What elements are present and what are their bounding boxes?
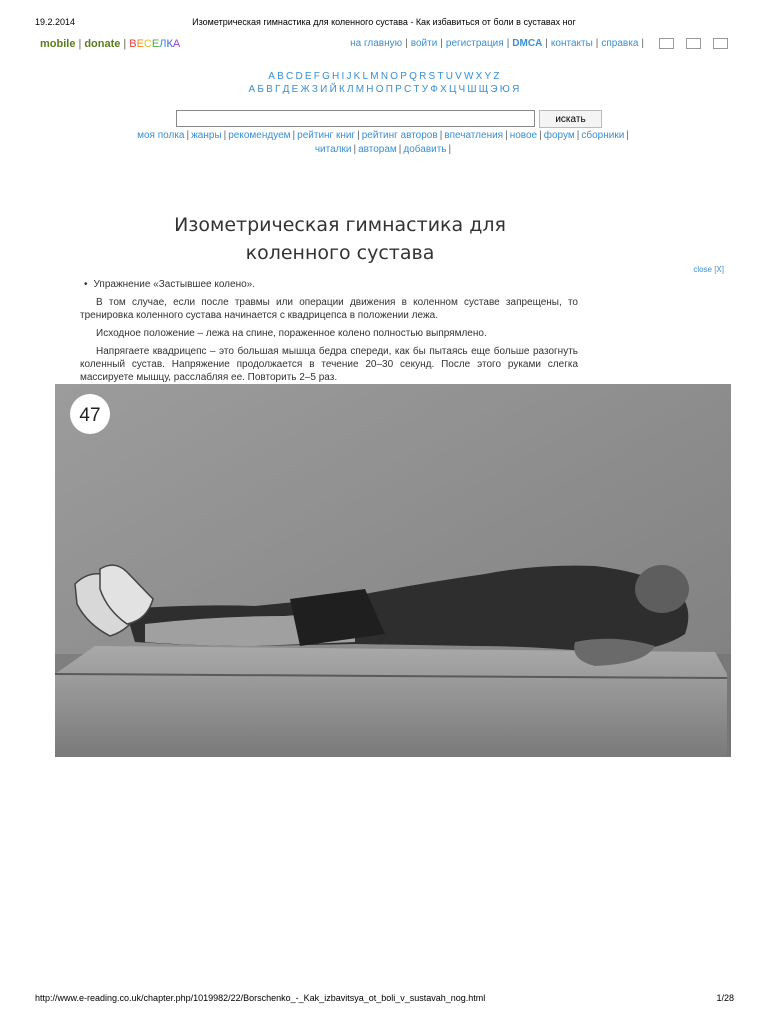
paragraph: В том случае, если после травмы или операции движения в коленном суставе запрещены, то тренировка коленного сустава начинается с квадрицепса в положении лежа. (80, 297, 578, 321)
alphabet-letter[interactable]: П (385, 84, 394, 95)
alphabet-letter[interactable]: Ш (467, 84, 477, 95)
nav-link[interactable]: форум (543, 130, 575, 141)
print-url: http://www.e-reading.co.uk/chapter.php/1019982/22/Borschenko_-_Kak_izbavitsya_ot_boli_v_sustavah_nog.html (35, 993, 486, 1003)
alphabet-letter[interactable]: L (362, 71, 369, 82)
nav-link[interactable]: рейтинг авторов (361, 130, 438, 141)
separator: | (626, 130, 629, 141)
separator: | (505, 130, 508, 141)
nav-link[interactable]: сборники (581, 130, 625, 141)
cyrillic-alphabet-index (0, 84, 768, 95)
veselka-letter: В (129, 38, 137, 50)
top-link[interactable]: регистрация (445, 38, 504, 49)
paragraph: Исходное положение – лежа на спине, пораженное колено полностью выпрямлено. (96, 328, 487, 339)
veselka-letter: А (172, 38, 181, 50)
alphabet-letter[interactable]: В (266, 84, 273, 95)
top-bar (40, 38, 728, 54)
separator: | (595, 38, 599, 49)
print-page-count: 1/28 (716, 993, 734, 1003)
alphabet-letter[interactable]: U (445, 71, 454, 82)
alphabet-letter[interactable]: Э (490, 84, 498, 95)
mobile-link[interactable]: mobile (40, 38, 76, 50)
nav-link[interactable]: моя полка (137, 130, 185, 141)
alphabet-letter[interactable]: Ж (300, 84, 310, 95)
alphabet-letter[interactable]: H (332, 71, 340, 82)
top-link[interactable]: справка (601, 38, 639, 49)
alphabet-letter[interactable]: N (380, 71, 389, 82)
alphabet-letter[interactable]: P (400, 71, 408, 82)
print-footer (0, 993, 768, 1007)
alphabet-letter[interactable]: Н (366, 84, 374, 95)
alphabet-letter[interactable]: Л (346, 84, 354, 95)
alphabet-letter[interactable]: Т (413, 84, 420, 95)
separator: | (641, 38, 644, 49)
alphabet-letter[interactable]: E (304, 71, 312, 82)
separator: | (576, 130, 580, 141)
exercise-bullet: • Упражнение «Застывшее колено». (80, 278, 578, 291)
alphabet-letter[interactable]: Г (275, 84, 281, 95)
alphabet-letter[interactable]: I (341, 71, 345, 82)
print-page-title: Изометрическая гимнастика для коленного сустава - Как избавиться от боли в суставах ног (192, 17, 576, 27)
search-input[interactable] (176, 110, 535, 127)
separator: | (398, 144, 402, 155)
alphabet-letter[interactable]: J (346, 71, 352, 82)
alphabet-letter[interactable]: Ц (448, 84, 457, 95)
veselka-letter: Е (136, 38, 144, 50)
alphabet-letter[interactable]: Б (257, 84, 265, 95)
nav-link[interactable]: авторам (358, 144, 397, 155)
paragraph: Напрягаете квадрицепс – это большая мышца бедра спереди, как бы пытаясь еще больше разогнуть коленный сустав. Напряжение продолжается в течение 20–30 секунд. После этого руками слегка массируете мышцу, расслабляя ее. Повторить 2–5 раз. (80, 346, 578, 383)
alphabet-letter[interactable]: A (268, 71, 276, 82)
nav-link[interactable]: впечатления (444, 130, 504, 141)
print-date: 19.2.2014 (35, 17, 76, 27)
alphabet-letter[interactable]: Е (291, 84, 299, 95)
alphabet-letter[interactable]: V (455, 71, 462, 82)
nav-link[interactable]: читалки (314, 144, 352, 155)
nav-link[interactable]: добавить (403, 144, 447, 155)
alphabet-letter[interactable]: М (355, 84, 365, 95)
alphabet-letter[interactable]: К (338, 84, 345, 95)
alphabet-letter[interactable]: Ю (499, 84, 511, 95)
donate-link[interactable]: donate (84, 38, 121, 50)
nav-link[interactable]: новое (509, 130, 538, 141)
alphabet-letter[interactable]: И (320, 84, 328, 95)
alphabet-letter[interactable]: T (437, 71, 444, 82)
alphabet-letter[interactable]: Q (409, 71, 418, 82)
alphabet-letter[interactable]: Р (395, 84, 402, 95)
alphabet-letter[interactable]: А (248, 84, 256, 95)
main-nav-row-2 (0, 144, 768, 155)
nav-link[interactable]: рекомендуем (228, 130, 291, 141)
separator: | (545, 38, 548, 49)
alphabet-letter[interactable]: У (421, 84, 429, 95)
top-link[interactable]: контакты (550, 38, 593, 49)
close-button[interactable]: close [X] (693, 265, 724, 274)
latin-alphabet-index (0, 71, 768, 82)
photo-number: 47 (79, 405, 101, 426)
veselka-link[interactable] (129, 38, 180, 50)
search-button[interactable]: искать (539, 110, 602, 128)
alphabet-letter[interactable]: R (419, 71, 427, 82)
nav-link[interactable]: жанры (191, 130, 222, 141)
separator: | (223, 130, 227, 141)
alphabet-letter[interactable]: Д (282, 84, 290, 95)
alphabet-letter[interactable]: K (353, 71, 361, 82)
alphabet-letter[interactable]: S (428, 71, 436, 82)
separator: | (357, 130, 360, 141)
alphabet-letter[interactable]: O (390, 71, 399, 82)
veselka-letter: Л (159, 38, 167, 50)
top-link[interactable]: войти (410, 38, 438, 49)
article-body (80, 278, 578, 389)
alphabet-letter[interactable]: M (370, 71, 379, 82)
alphabet-letter[interactable]: С (403, 84, 412, 95)
veselka-letter: С (143, 38, 152, 50)
language-flag-icon[interactable] (659, 38, 674, 49)
alphabet-letter[interactable]: Y (484, 71, 492, 82)
alphabet-letter[interactable]: X (475, 71, 483, 82)
article-title: Изометрическая гимнастика для коленного сустава (174, 214, 506, 264)
separator: | (405, 38, 408, 49)
top-link[interactable]: DMCA (512, 38, 543, 49)
alphabet-letter[interactable]: Ф (430, 84, 439, 95)
alphabet-letter[interactable]: G (322, 71, 331, 82)
language-flag-icon[interactable] (686, 38, 701, 49)
top-right-links (350, 38, 728, 49)
alphabet-letter[interactable]: З (311, 84, 319, 95)
veselka-letter: К (166, 38, 173, 50)
alphabet-letter[interactable]: Z (493, 71, 500, 82)
separator: | (439, 130, 443, 141)
veselka-letter: Е (151, 38, 160, 50)
alphabet-letter[interactable]: О (375, 84, 384, 95)
separator: | (539, 130, 542, 141)
alphabet-letter[interactable]: B (277, 71, 285, 82)
alphabet-letter[interactable]: D (295, 71, 303, 82)
separator: | (353, 144, 357, 155)
alphabet-letter[interactable]: W (464, 71, 474, 82)
separator: | (292, 130, 296, 141)
alphabet-letter[interactable]: F (313, 71, 321, 82)
language-flag-icon[interactable] (713, 38, 728, 49)
separator: | (506, 38, 510, 49)
exercise-photo (55, 384, 731, 757)
nav-link[interactable]: рейтинг книг (297, 130, 356, 141)
separator: | (440, 38, 443, 49)
main-nav-row-1 (0, 130, 768, 141)
top-left-links: mobile | donate | ВЕСЕЛКА (40, 38, 181, 50)
alphabet-letter[interactable]: Я (512, 84, 520, 95)
alphabet-letter[interactable]: Щ (478, 84, 489, 95)
separator: | (186, 130, 190, 141)
alphabet-letter[interactable]: Ч (458, 84, 466, 95)
alphabet-letter[interactable]: Й (329, 84, 337, 95)
separator: | (448, 144, 452, 155)
alphabet-letter[interactable]: C (286, 71, 294, 82)
print-header (0, 17, 768, 31)
top-link[interactable]: на главную (350, 38, 403, 49)
alphabet-letter[interactable]: Х (440, 84, 447, 95)
